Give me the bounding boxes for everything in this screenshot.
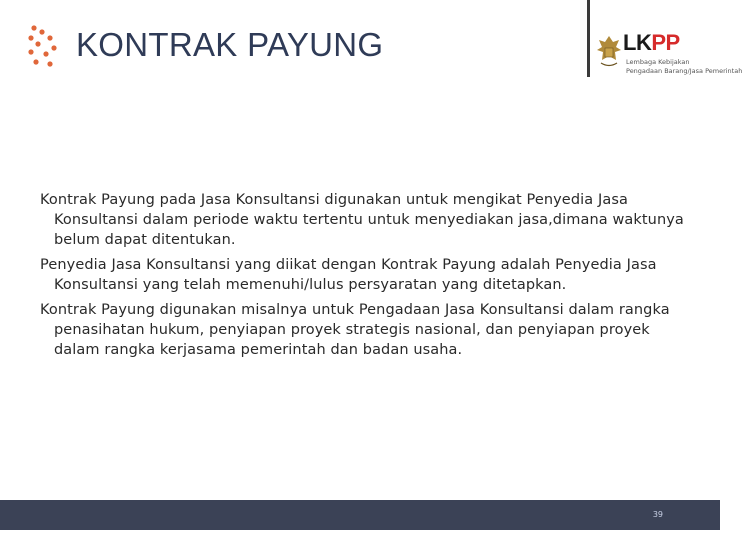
page-number: 39 (652, 510, 663, 519)
logo-wordmark-accent: PP (651, 30, 680, 55)
logo-wordmark-prefix: LK (623, 30, 652, 55)
header-divider (587, 0, 590, 77)
dots-icon (26, 24, 62, 70)
body-paragraph: Kontrak Payung pada Jasa Konsultansi digunakan untuk mengikat Penyedia Jasa Konsultansi dalam periode waktu tertentu untuk menyediakan jasa,dimana waktunya belum dapat ditentukan. (40, 192, 684, 248)
garuda-emblem-icon (596, 32, 622, 72)
logo-subtitle (626, 58, 742, 76)
body-paragraph: Penyedia Jasa Konsultansi yang diikat dengan Kontrak Payung adalah Penyedia Jasa Konsultansi yang telah memenuhi/lulus persyaratan yang ditetapkan. (40, 257, 657, 293)
footer-bar (0, 500, 720, 530)
logo-wordmark (623, 30, 680, 56)
logo-subtitle-line2: Pengadaan Barang/Jasa Pemerintah (626, 67, 742, 75)
slide-title: KONTRAK PAYUNG (76, 26, 384, 63)
logo-subtitle-line1: Lembaga Kebijakan (626, 58, 690, 66)
slide-body (40, 190, 690, 365)
lkpp-logo (596, 28, 742, 80)
body-paragraph: Kontrak Payung digunakan misalnya untuk Pengadaan Jasa Konsultansi dalam rangka penasihatan hukum, penyiapan proyek strategis nasional, dan penyiapan proyek dalam rangka kerjasama pemerintah dan badan usaha. (40, 302, 670, 358)
